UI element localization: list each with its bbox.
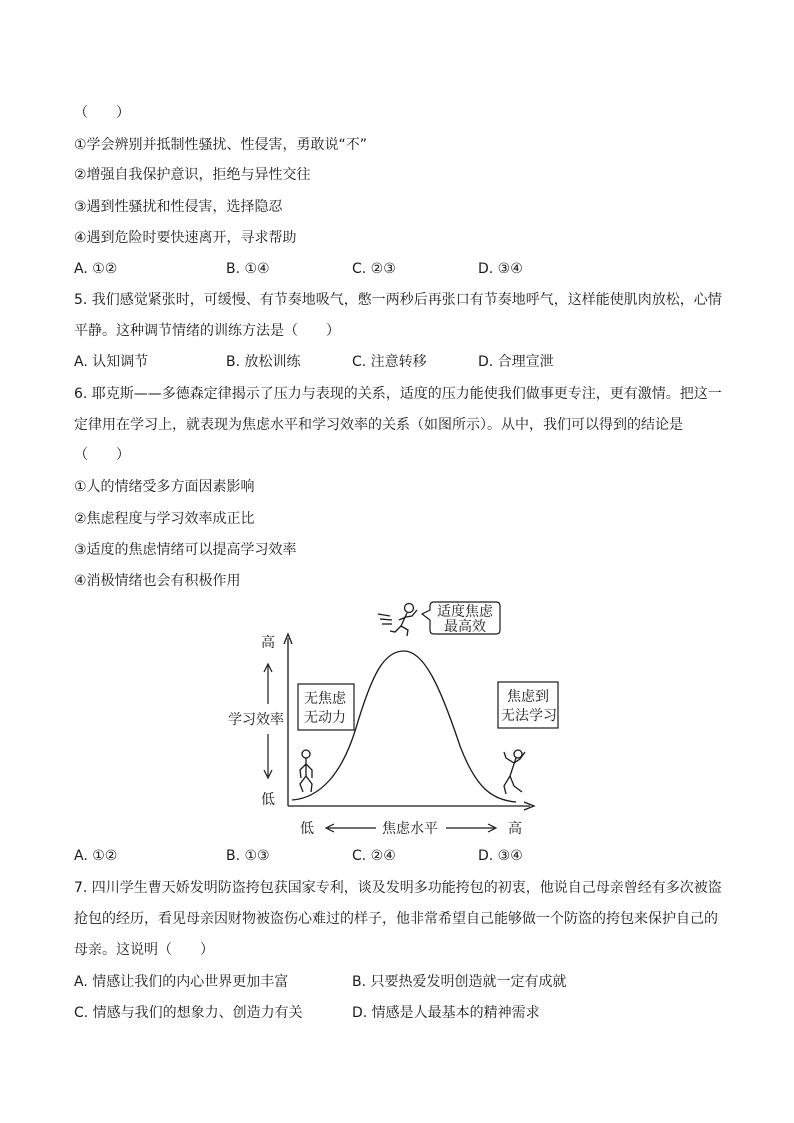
x-axis-high-label: 高 [508,821,522,837]
q4-option-c: C. ②③ [352,261,396,277]
relaxed-person-icon [300,750,312,792]
q7-option-d: D. 情感是人最基本的精神需求 [352,1005,540,1021]
q4-statement-4: ④遇到危险时要快速离开，寻求帮助 [74,230,297,246]
q6-statement-1: ①人的情绪受多方面因素影响 [74,479,255,495]
x-axis-label: 焦虑水平 [382,821,438,837]
q5-option-a: A. 认知调节 [74,354,149,370]
q6-statement-3: ③适度的焦虑情绪可以提高学习效率 [74,542,297,558]
no-anxiety-line-1: 无焦虑 [304,691,346,707]
too-anxious-line-1: 焦虑到 [507,689,549,705]
q4-statement-2: ②增强自我保护意识，拒绝与异性交往 [74,167,311,183]
q6-option-b: B. ①③ [226,848,270,864]
stressed-person-icon [504,750,525,794]
q7-stem-line-1: 7. 四川学生曹天娇发明防盗挎包获国家专利，谈及发明多功能挎包的初衷，他说自己母亲曾经有多次被盗 [74,880,722,896]
anxiety-efficiency-figure [220,596,560,846]
x-axis-low-label: 低 [300,821,314,837]
q5-option-d: D. 合理宣泄 [478,354,554,370]
running-person-icon [378,604,417,637]
optimal-anxiety-line-2: 最高效 [444,619,486,635]
q5-stem-line-1: 5. 我们感觉紧张时，可缓慢、有节奏地吸气，憋一两秒后再张口有节奏地呼气，这样能使肌肉放松，心情 [74,292,722,308]
q7-option-b: B. 只要热爱发明创造就一定有成就 [352,974,567,990]
q6-statement-2: ②焦虑程度与学习效率成正比 [74,511,255,527]
q6-stem-line-2: 定律用在学习上，就表现为焦虑水平和学习效率的关系（如图所示）。从中，我们可以得到的结论是 [74,417,683,433]
q4-stem-tail: （ ） [74,105,130,121]
q7-option-c: C. 情感与我们的想象力、创造力有关 [74,1005,303,1021]
y-axis-low-label: 低 [261,792,275,808]
q4-option-d: D. ③④ [478,261,523,277]
q6-statement-4: ④消极情绪也会有积极作用 [74,573,241,589]
optimal-anxiety-line-1: 适度焦虑 [437,604,493,620]
q6-option-c: C. ②④ [352,848,396,864]
q5-stem-line-2: 平静。这种调节情绪的训练方法是（ ） [74,323,340,339]
q7-stem-line-3: 母亲。这说明（ ） [74,942,214,958]
q5-option-c: C. 注意转移 [352,354,427,370]
q6-option-d: D. ③④ [478,848,523,864]
q4-statement-1: ①学会辨别并抵制性骚扰、性侵害，勇敢说“不” [74,137,368,153]
q7-stem-line-2: 抢包的经历，看见母亲因财物被盗伤心难过的样子，他非常希望自己能够做一个防盗的挎包来保护自己的 [74,911,718,927]
q6-stem-line-1: 6. 耶克斯——多德森定律揭示了压力与表现的关系，适度的压力能使我们做事更专注，更有激情。把这一 [74,386,722,402]
q6-option-a: A. ①② [74,848,118,864]
no-anxiety-line-2: 无动力 [304,710,346,726]
q4-statement-3: ③遇到性骚扰和性侵害，选择隐忍 [74,199,283,215]
too-anxious-line-2: 无法学习 [501,708,557,724]
y-axis-high-label: 高 [261,635,275,651]
q5-option-b: B. 放松训练 [226,354,301,370]
q4-option-a: A. ①② [74,261,118,277]
q4-option-b: B. ①④ [226,261,270,277]
q6-stem-line-3: （ ） [74,447,130,463]
q7-option-a: A. 情感让我们的内心世界更加丰富 [74,974,289,990]
y-axis-label: 学习效率 [228,712,284,728]
